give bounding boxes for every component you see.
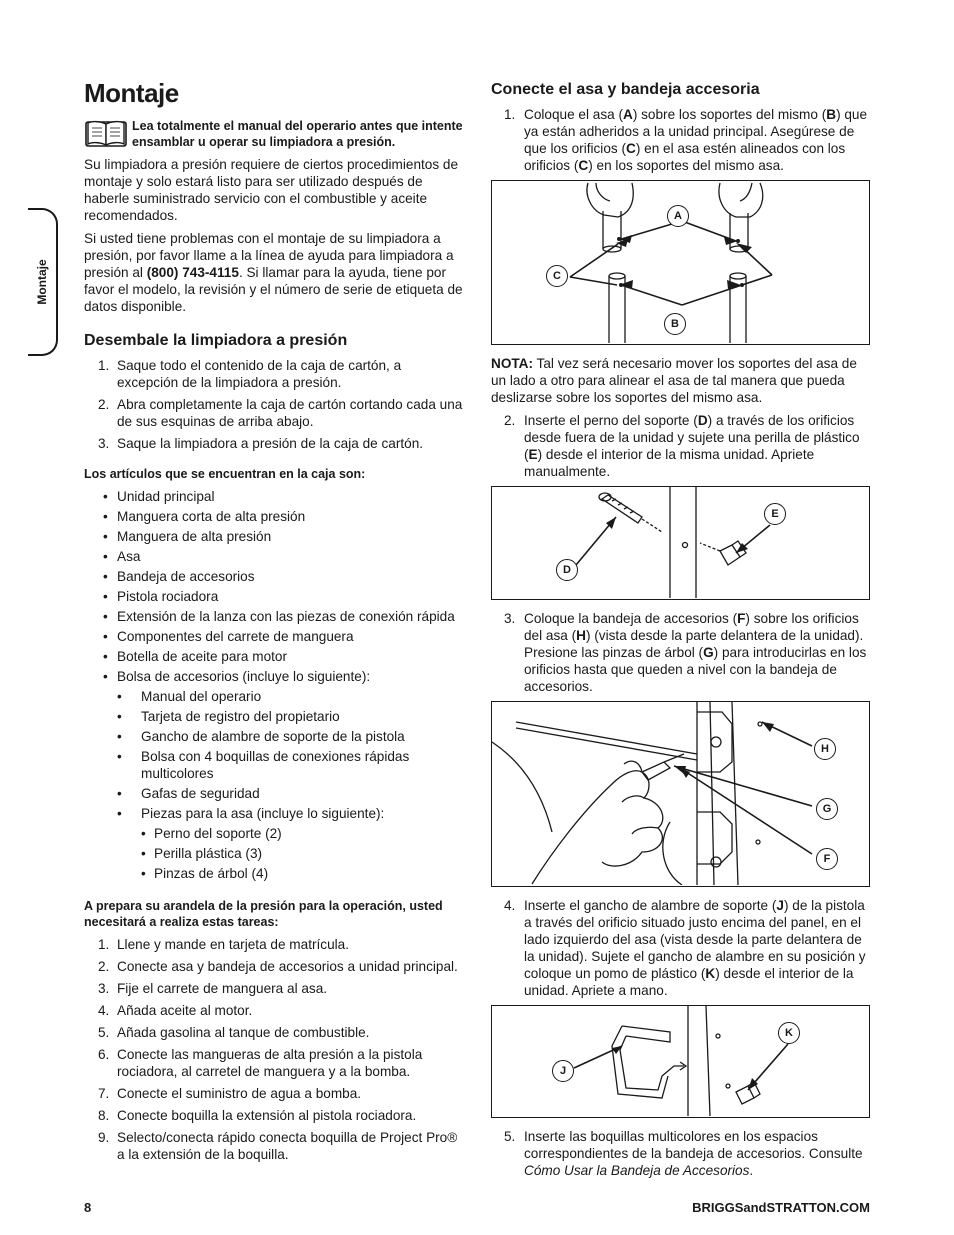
intro-paragraph-2: Si usted tiene problemas con el montaje de su limpiadora a presión, por favor llame a la línea de ayuda para limpiadora a presión al (800) 743-4115. Si llamar para la ayuda, tiene por favor el modelo, la revisión y el número de serie de etiqueta de datos disponible. [84,231,463,314]
callout-F: F [816,848,838,870]
list-item: • Manguera corta de alta presión [84,508,464,525]
list-item: • Pinzas de árbol (4) [84,865,464,882]
callout-J: J [552,1060,574,1082]
list-item: • Componentes del carrete de manguera [84,628,464,645]
list-item: 6. Conecte las mangueras de alta presión a la pistola rociadora, al carretel de manguera y a la bomba. [98,1047,423,1079]
left-column [84,78,464,1168]
list-item: • Manual del operario [84,688,464,705]
list-item: 1. Coloque el asa (A) sobre los soportes del mismo (B) que ya están adheridos a la unidad principal. Asegúrese de que los orificios (C) en el asa estén alineados con los orificios (C) en los soportes del mismo asa. [504,107,868,173]
callout-A: A [667,205,689,227]
intro-paragraph-1: Su limpiadora a presión requiere de ciertos procedimientos de montaje y solo estará listo para ser utilizado después de haberle suministrado servicio con el combustible y aceite recomendados. [84,157,459,223]
figure-gun-hook [491,1005,870,1118]
side-tab-label: Montaje [35,259,49,305]
accessory-bag-list [84,688,464,822]
list-item: 1. Llene y mande en tarjeta de matrícula. [98,937,349,952]
list-item: • Gancho de alambre de soporte de la pistola [84,728,464,745]
list-item: 4. Añada aceite al motor. [98,1003,253,1018]
box-contents-list [84,488,464,685]
handle-parts-list [84,825,464,882]
list-item: • Gafas de seguridad [84,785,464,802]
handle-heading: Conecte el asa y bandeja accesoria [491,81,760,98]
callout-D: D [556,559,578,581]
callout-K: K [778,1022,800,1044]
list-item: 2. Conecte asa y bandeja de accesorios a unidad principal. [98,959,458,974]
callout-H: H [814,738,836,760]
callout-G: G [816,798,838,820]
list-item: • Piezas para la asa (incluye lo siguiente): [84,805,464,822]
list-item: • Perno del soporte (2) [84,825,464,842]
website-footer: BRIGGSandSTRATTON.COM [692,1200,870,1215]
list-item: 5. Inserte las boquillas multicolores en los espacios correspondientes de la bandeja de accesorios. Consulte Cómo Usar la Bandeja de Accesorios. [504,1129,863,1178]
list-item: 9. Selecto/conecta rápido conecta boquilla de Project Pro® a la extensión de la boquilla. [98,1130,458,1162]
list-item: 8. Conecte boquilla la extensión al pistola rociadora. [98,1108,417,1123]
list-item: • Manguera de alta presión [84,528,464,545]
handle-steps-2 [491,412,871,480]
callout-B: B [664,313,686,335]
list-item: 7. Conecte el suministro de agua a bomba. [98,1086,362,1101]
list-item: 1. Saque todo el contenido de la caja de cartón, a excepción de la limpiadora a presión. [98,358,402,390]
callout-E: E [764,503,786,525]
list-item: • Extensión de la lanza con las piezas de conexión rápida [84,608,464,625]
list-item: 3. Coloque la bandeja de accesorios (F) sobre los orificios del asa (H) (vista desde la parte delantera de la unidad). Presione las pinzas de árbol (G) para introducirlas en los orificios hasta que queden a nivel con la bandeja de accesorios. [504,611,867,694]
list-item: • Pistola rociadora [84,588,464,605]
list-item: 2. Inserte el perno del soporte (D) a través de los orificios desde fuera de la unidad y sujete una perilla de plástico (E) desde el interior de la misma unidad. Apriete manualmente. [504,413,860,479]
list-item: • Asa [84,548,464,565]
box-contents-heading: Los artículos que se encuentran en la caja son: [84,467,366,481]
list-item: • Bolsa con 4 boquillas de conexiones rápidas multicolores [84,748,464,782]
right-column [491,80,871,1184]
handle-steps-4 [491,897,871,999]
book-icon [84,118,128,150]
figure-handle-alignment [491,180,870,345]
cross-reference: Cómo Usar la Bandeja de Accesorios [524,1163,750,1178]
list-item: • Bolsa de accesorios (incluye lo siguiente): [84,668,464,685]
list-item: • Botella de aceite para motor [84,648,464,665]
prepare-steps [84,936,464,1163]
list-item: 4. Inserte el gancho de alambre de soporte (J) de la pistola a través del orificio situado justo encima del panel, en el lado izquierdo del asa (vista desde la parte delantera de la unidad). Sujete el gancho de alambre en su posición y coloque un pomo de plástico (K) desde el interior de la unidad. Apriete a mano. [504,898,866,998]
list-item: • Unidad principal [84,488,464,505]
handle-steps-1 [491,106,871,174]
handle-steps-5 [491,1128,871,1179]
unpack-steps [84,357,464,452]
list-item: 5. Añada gasolina al tanque de combustible. [98,1025,370,1040]
bolt-knob-illustration [492,487,868,598]
figure-accessory-tray [491,701,870,887]
side-section-tab [28,208,58,356]
callout-C: C [546,265,568,287]
page-title: Montaje [84,78,179,108]
prepare-heading: A prepara su arandela de la presión para la operación, usted necesitará a realiza estas tareas: [84,899,443,929]
accessory-tray-illustration [492,702,868,885]
unpack-heading: Desembale la limpiadora a presión [84,332,348,349]
warning-text: Lea totalmente el manual del operario antes que intente ensamblar u operar su limpiadora a presión. [132,119,463,149]
handle-steps-3 [491,610,871,695]
page-number: 8 [84,1200,92,1215]
manual-warning [84,118,464,150]
list-item: • Bandeja de accesorios [84,568,464,585]
list-item: • Tarjeta de registro del propietario [84,708,464,725]
list-item: 2. Abra completamente la caja de cartón cortando cada una de sus esquinas de arriba abajo. [98,397,463,429]
helpline-phone: (800) 743-4115 [146,265,239,280]
gun-hook-illustration [492,1006,868,1116]
list-item: 3. Saque la limpiadora a presión de la caja de cartón. [98,436,424,451]
note: NOTA: Tal vez será necesario mover los soportes del asa de un lado a otro para alinear el asa de tal manera que pueda deslizarse sobre los soportes del mismo asa. [491,356,857,405]
figure-bolt-knob [491,486,870,600]
list-item: 3. Fije el carrete de manguera al asa. [98,981,328,996]
list-item: • Perilla plástica (3) [84,845,464,862]
